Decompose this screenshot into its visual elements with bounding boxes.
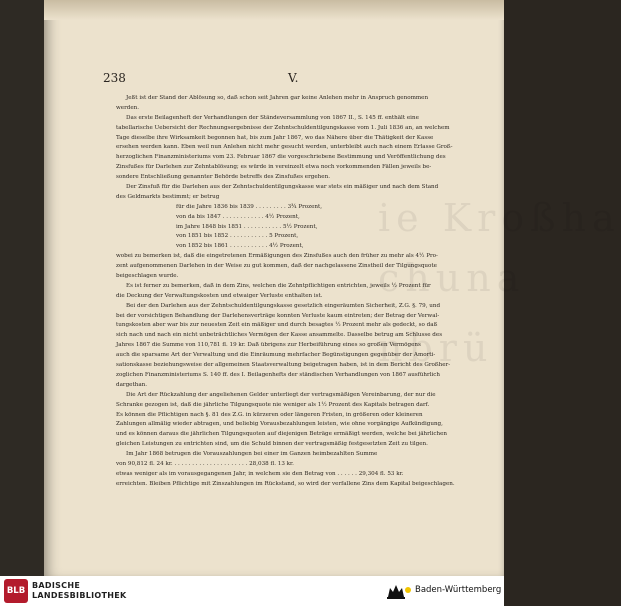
text-line: Die Art der Rückzahlung der angeliehenen Gelder unterliegt der vertragsmäßigen Vereinbarung, der nur die — [126, 391, 436, 398]
page-header — [103, 71, 483, 87]
rate-line: von 1852 bis 1861 . . . . . . . . . . . 4½ Prozent, — [176, 243, 304, 250]
text-line: erreichten. Bleiben Pflichtige mit Zinszahlungen im Rückstand, so wird der verfallene Zins dem Kapital beigeschlagen. — [116, 480, 455, 487]
rate-line: von 1851 bis 1852 . . . . . . . . . . . 5 Prozent, — [176, 233, 299, 240]
page-number: 238 — [103, 71, 126, 85]
text-line: Es können die Pflichtigen nach §. 81 des Z.G. in kürzeren oder längeren Fristen, in größeren oder kleineren — [116, 411, 423, 418]
amount-line: von 90,812 fl. 24 kr. . . . . . . . . . . . . . . . . . . . . . 28,038 fl. 13 kr. — [116, 460, 294, 467]
text-line: ersehen werden kann. Eben weil nun Anlehen nicht mehr gesucht werden, unterbleibt auch nach einem Erlasse Groß- — [116, 144, 453, 151]
text-line: herzoglichen Finanzministeriums vom 23. Februar 1867 die vorgeschriebene Bestimmung und Veröffentlichung des — [116, 154, 446, 161]
text-line: sondere Entschließung genannter Behörde betreffs des Zinsfußes ergehen. — [116, 174, 330, 181]
blb-name-line1: BADISCHE — [32, 581, 81, 590]
blb-name[interactable] — [32, 581, 127, 601]
text-line: und es können daraus die jährlichen Tilgungsquoten auf diejenigen Beträge ermäßigt werden, welche bei jährlichen — [116, 431, 448, 438]
text-line: sationskasse beziehungsweise der allgemeinen Staatsverwaltung beigetragen haben, ist in dem Bericht des Großher- — [116, 362, 451, 369]
page-top-shadow — [44, 0, 504, 20]
text-line: des Geldmarkts bestimmt; er betrug — [116, 193, 220, 200]
text-line: auch die sparsame Art der Verwaltung und die Einräumung mehrfacher Begünstigungen gegenüber der Amorti- — [116, 352, 436, 359]
rate-line: für die Jahre 1836 bis 1839 . . . . . . . . . 3¾ Prozent, — [176, 203, 323, 210]
text-line: werden. — [116, 104, 140, 111]
text-line: Zinsfußes für Darlehen zur Zehntablösung; es würde in vereinzelt etwa noch vorkommenden Fällen jeweils be- — [116, 164, 432, 171]
text-line: Im Jahr 1868 betrugen die Vorauszahlungen bei einer im Ganzen heimbezahlten Summe — [126, 451, 378, 458]
text-line: Der Zinsfuß für die Darlehen aus der Zehntschuldentilgungskasse war stets ein mäßiger und nach dem Stand — [126, 184, 439, 191]
rate-line: im Jahre 1848 bis 1851 . . . . . . . . . . . 5½ Prozent, — [176, 223, 318, 230]
text-line: Das erste Beilagenheft der Verhandlungen der Ständeversammlung von 1867 II., S. 145 ff. enthält eine — [126, 114, 419, 121]
text-line: zoglichen Finanzministeriums S. 140 ff. des I. Beilagenhefts der ständischen Verhandlungen von 1867 ausführlich — [116, 371, 440, 378]
body-text — [116, 94, 483, 490]
text-line: tungskosten aber war bis zur neuesten Zeit ein mäßiger und durch besagtes ½ Prozent mehr als gedeckt, so daß — [116, 322, 438, 329]
rate-line: von da bis 1847 . . . . . . . . . . . . 4½ Prozent, — [176, 213, 300, 220]
blb-logo[interactable]: BLB — [4, 579, 28, 603]
text-line: tabellarische Uebersicht der Rechnungsergebnisse der Zehntschuldentilgungskasse vom 1. Juli 1836 an, an welchem — [116, 124, 450, 131]
text-line: beigeschlagen wurde. — [116, 273, 179, 280]
baden-wuerttemberg-emblem-icon — [384, 581, 412, 601]
footer-bar — [0, 576, 504, 606]
text-line: die Deckung der Verwaltungskosten und etwaiger Verluste enthalten ist. — [116, 292, 323, 299]
text-line: zent aufgenommenen Darlehen in der Weise zu gut kommen, daß der nachgelassene Zinstheil der Tilgungsquote — [116, 263, 437, 270]
text-line: Es ist ferner zu bemerken, daß in dem Zins, welchen die Zehntpflichtigen entrichten, jeweils ½ Prozent für — [126, 282, 431, 289]
text-line: Bei der den Darlehen aus der Zehntschuldentilgungskasse gesetzlich eingeräumten Sicherheit, Z.G. §. 79, und — [126, 302, 441, 309]
text-line: Jahres 1867 die Summe von 110,781 fl. 19 kr. Daß übrigens zur Herbeiführung eines so großen Vermögens — [116, 342, 421, 349]
text-line: Zahlungen allmälig wieder abtragen, und beliebig Vorausbezahlungen leisten, wie ohne vorgängige Aufkündigung, — [116, 421, 443, 428]
amount-line: etwas weniger als im vorausgegangenen Jahr, in welchem sie den Betrag von . . . . . . 29,304 fl. 53 kr. — [116, 470, 404, 477]
text-line: bei der vorsichtigen Behandlung der Darlehensverträge konnten Verluste kaum eintreten; der Betrag der Verwal- — [116, 312, 440, 319]
text-line: dargethan. — [116, 381, 148, 388]
text-line: sich nach und nach ein nicht unbeträchtliches Vermögen der Kasse ansammelte. Dasselbe betrug am Schlusse des — [116, 332, 443, 339]
text-line: gleichen Leistungen zu entrichten sind, um die Schuld binnen der vertragsmäßig festgesetzten Zeit zu tilgen. — [116, 441, 428, 448]
text-line: wobei zu bemerken ist, daß die eingetretenen Ermäßigungen des Zinsfußes auch den früher zu mehr als 4½ Pro- — [116, 253, 438, 260]
text-line: Jeßt ist der Stand der Ablösung so, daß schon seit Jahren gar keine Anlehen mehr in Anspruch genommen — [126, 95, 429, 101]
text-line: Schranke gezogen ist, daß die jährliche Tilgungsquote nie weniger als 1½ Prozent des Kapitals betragen darf. — [116, 401, 430, 408]
bw-name[interactable]: Baden-Württemberg — [415, 585, 502, 595]
section-mark: V. — [288, 71, 299, 85]
blb-name-line2: LANDESBIBLIOTHEK — [32, 591, 127, 600]
show-through-text: Kroßha — [442, 196, 621, 240]
text-line: Tage dieselbe ihre Wirksamkeit begonnen hat, bis zum Jahr 1867, wo das Nähere über die Thätigkeit der Kasse — [116, 134, 434, 141]
